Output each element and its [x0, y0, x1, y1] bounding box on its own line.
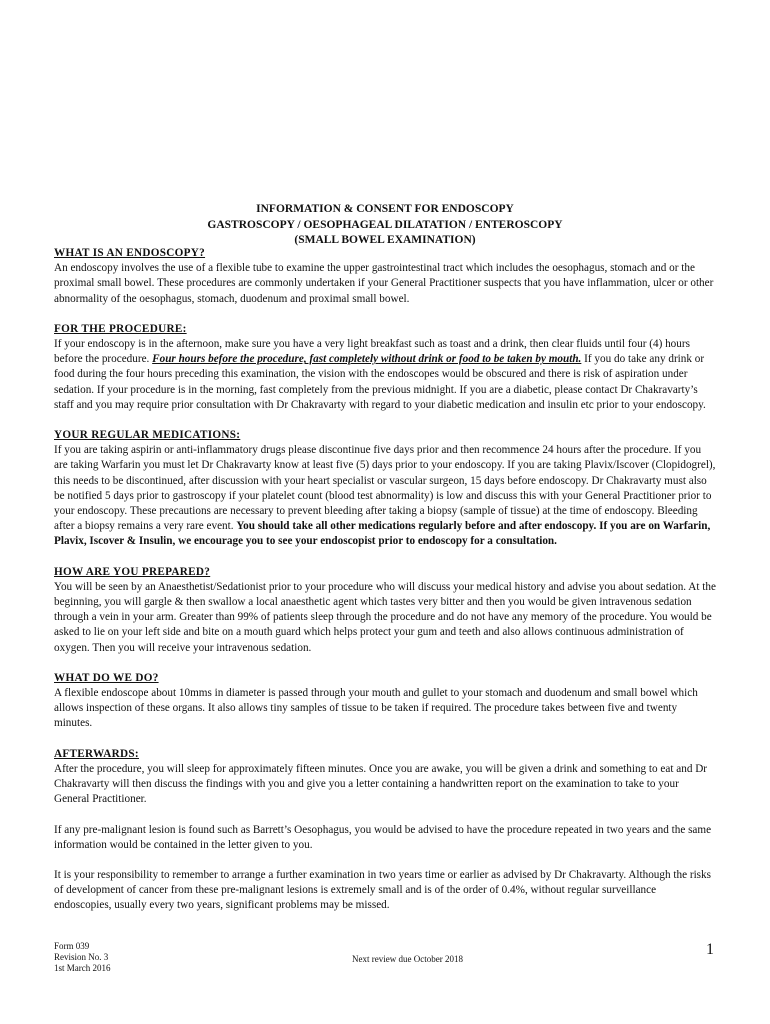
section-afterwards — [54, 747, 716, 914]
section-text: You will be seen by an Anaesthetist/Sedationist prior to your procedure who will discuss your medical history and advise you about sedation. At the beginning, you will gargle & then swallow a local anaesthetic agent which tastes very bitter and then you would be given intravenous sedation through a vein in your arm. Greater than 99% of patients sleep through the procedure and do not have any memory of the procedure. You would be asked to lie on your left side and bite on a mouth guard which helps protect your gum and teeth and also allows continuous administration of oxygen. Then you will receive your intravenous sedation. — [54, 580, 716, 654]
section-text: A flexible endoscope about 10mms in diameter is passed through your mouth and gullet to your stomach and duodenum and small bowel which allows inspection of these organs. It also allows tiny samples of tissue to be taken if required. The procedure takes between five and twenty minutes. — [54, 687, 698, 730]
section-what-is-endoscopy — [54, 246, 716, 307]
revision-date: 1st March 2016 — [54, 963, 111, 973]
title-line-1: INFORMATION & CONSENT FOR ENDOSCOPY — [256, 203, 514, 215]
document-title — [0, 202, 770, 249]
section-heading: AFTERWARDS: — [54, 747, 139, 760]
procedure-emphasis-2: without drink or food to be taken by mouth. — [378, 353, 582, 366]
section-how-prepared — [54, 565, 716, 656]
form-info — [54, 941, 111, 974]
title-line-2: GASTROSCOPY / OESOPHAGEAL DILATATION / ENTEROSCOPY — [207, 218, 563, 231]
afterwards-paragraph-1: After the procedure, you will sleep for approximately fifteen minutes. Once you are awake, you will be given a drink and something to eat and Dr Chakravarty will then discuss the findings with you and give you a letter containing a handwritten report on the examination to take to your General Practitioner. — [54, 762, 708, 806]
afterwards-paragraph-2: If any pre-malignant lesion is found such as Barrett’s Oesophagus, you would be advised to have the procedure repeated in two years and the same information would be contained in the letter given to you. — [54, 823, 712, 851]
section-text: An endoscopy involves the use of a flexible tube to examine the upper gastrointestinal tract which includes the oesophagus, stomach and or the proximal small bowel. These procedures are commonly undertaken if your General Practitioner suspects that you have inflammation, ulcer or other abnormality of the oesophagus, stomach, duodenum and proximal small bowel. — [54, 262, 714, 305]
section-heading: WHAT IS AN ENDOSCOPY? — [54, 247, 206, 259]
title-line-3: (SMALL BOWEL EXAMINATION) — [294, 234, 476, 246]
section-heading: WHAT DO WE DO? — [54, 671, 159, 684]
procedure-text-1: If your endoscopy is in the afternoon, make sure you have a very light breakfast such as toast and a drink, then clear fluids until four (4) hours before the procedure. — [54, 338, 690, 366]
section-heading: YOUR REGULAR MEDICATIONS: — [54, 429, 241, 442]
revision-number: Revision No. 3 — [54, 952, 109, 962]
form-number: Form 039 — [54, 941, 90, 951]
medications-text: If you are taking aspirin or anti-inflammatory drugs please discontinue five days prior and then recommence 24 hours after the procedure. If you are taking Warfarin you must let Dr Chakravarty know at least five (5) days prior to your endoscopy. If you are taking Plavix/Iscover (Clopidogrel), this needs to be discontinued, after discussion with your heart specialist or vascular surgeon, 15 days before endoscopy. Dr Chakravarty must also be notified 5 days prior to gastroscopy if your platelet count (blood test abnormality) is low and discuss this with your General Practitioner prior to your endoscopy. These precautions are necessary to prevent bleeding after taking a biopsy (sample of tissue) at the time of endoscopy. Bleeding after a biopsy remains a very rare event. — [54, 444, 716, 533]
medications-bold-text: You should take all other medications regularly before and after endoscopy. If you are on Warfarin, Plavix, Iscover & Insulin, we encourage you to see your endoscopist prior to endoscopy for a consultation. — [54, 520, 711, 548]
procedure-emphasis-1: Four hours before the procedure, fast completely — [152, 353, 379, 366]
document-body — [54, 246, 716, 929]
section-heading: FOR THE PROCEDURE: — [54, 322, 187, 335]
section-what-do-we-do — [54, 671, 716, 732]
afterwards-paragraph-3: It is your responsibility to remember to arrange a further examination in two years time or earlier as advised by Dr Chakravarty. Although the risks of development of cancer from these pre-malignant lesions is extremely small and is of the order of 0.4%, without regular surveillance endoscopies, usually every two years, significant problems may be missed. — [54, 868, 711, 912]
section-for-the-procedure — [54, 322, 716, 413]
review-date: Next review due October 2018 — [352, 954, 463, 964]
section-text — [54, 443, 716, 549]
section-text — [54, 337, 716, 413]
procedure-text-2: If you do take any drink or food during the four hours preceding this examination, the vision with the endoscopes would be obscured and there is risk of aspiration under sedation. If your procedure is in the morning, fast completely from the previous midnight. If you are a diabetic, please contact Dr Chakravarty’s staff and you may require prior consultation with Dr Chakravarty with regard to your diabetic medication and insulin etc prior to your endoscopy. — [54, 353, 706, 411]
page-number: 1 — [706, 941, 714, 958]
section-regular-medications — [54, 428, 716, 550]
section-heading: HOW ARE YOU PREPARED? — [54, 565, 211, 578]
